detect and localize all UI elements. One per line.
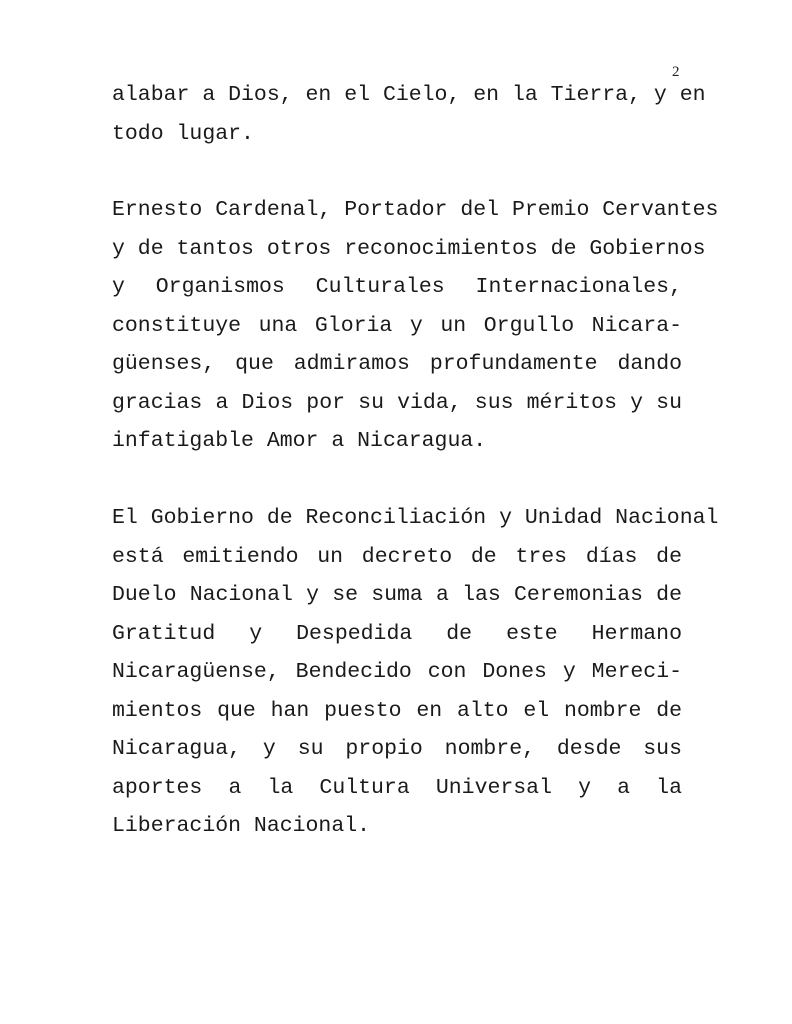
text-line: infatigable Amor a Nicaragua. xyxy=(112,429,487,453)
text-line: Ernesto Cardenal, Portador del Premio Cervantes xyxy=(112,198,719,222)
paragraph-closing-praise xyxy=(112,80,706,157)
text-line: Gratitud y Despedida de este Hermano xyxy=(112,621,682,646)
text-line: Nicaragüense, Bendecido con Dones y Mereci- xyxy=(112,660,682,684)
paragraph-government-decree xyxy=(112,503,719,850)
text-line: y de tantos otros reconocimientos de Gobiernos xyxy=(112,236,706,261)
text-line: está emitiendo un decreto de tres días de xyxy=(112,544,682,569)
text-line: aportes a la Cultura Universal y a la xyxy=(112,775,682,800)
paragraph-ernesto-cardenal xyxy=(112,195,719,465)
text-line: Liberación Nacional. xyxy=(112,814,371,838)
text-line: güenses, que admiramos profundamente dando xyxy=(112,352,682,376)
text-line: Nicaragua, y su propio nombre, desde sus xyxy=(112,737,682,761)
text-line: gracias a Dios por su vida, sus méritos y su xyxy=(112,390,682,415)
text-line: y Organismos Culturales Internacionales, xyxy=(112,275,682,299)
text-line: Duelo Nacional y se suma a las Ceremonias de xyxy=(112,583,682,607)
text-line: alabar a Dios, en el Cielo, en la Tierra, y en xyxy=(112,83,706,107)
text-line: El Gobierno de Reconciliación y Unidad Nacional xyxy=(112,506,719,530)
page-number: 2 xyxy=(672,64,680,80)
text-line: mientos que han puesto en alto el nombre de xyxy=(112,698,682,723)
text-line: constituye una Gloria y un Orgullo Nicara- xyxy=(112,313,682,338)
text-line: todo lugar. xyxy=(112,121,254,146)
